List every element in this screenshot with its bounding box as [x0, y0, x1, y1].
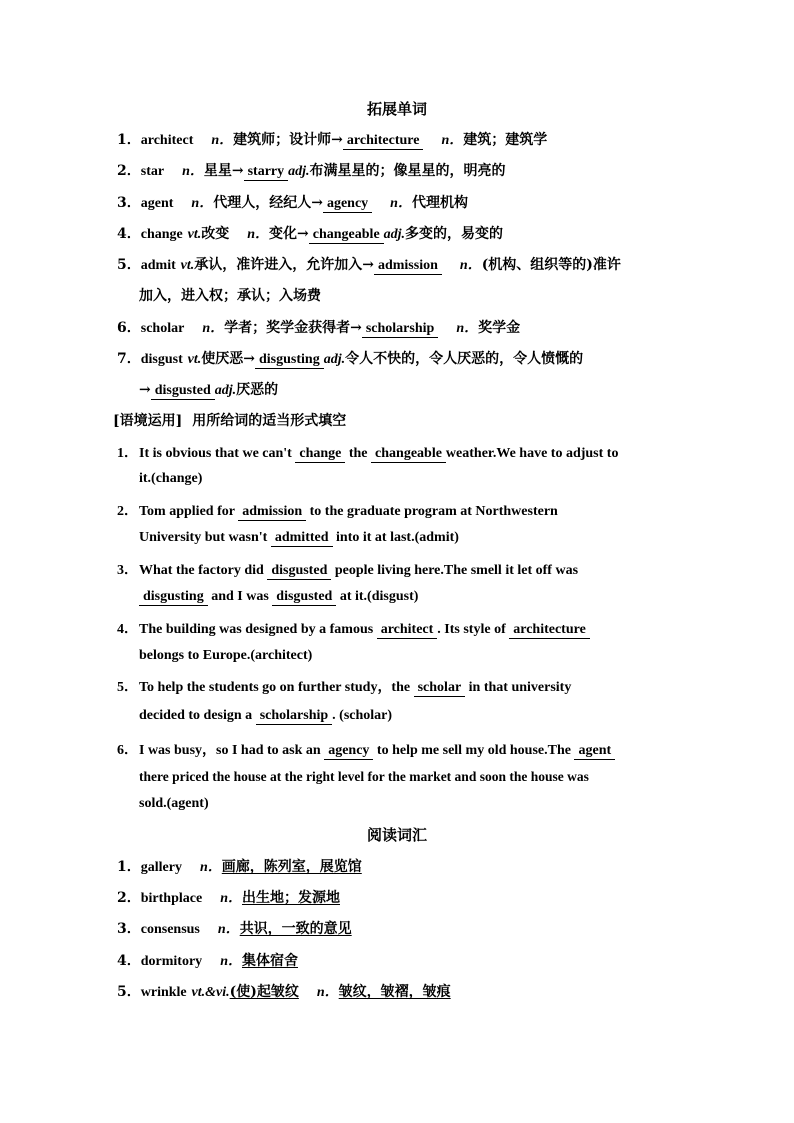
answer-blank: architecture [509, 622, 590, 639]
answer-blank: scholarship [256, 708, 332, 725]
answer-blank: architecture [343, 133, 424, 150]
vocab-item-1: 1．architect n．建筑师；设计师→ architecture n．建筑；建筑学 [117, 132, 548, 148]
context-instruction: 用所给词的适当形式填空 [192, 413, 347, 429]
answer-blank: disgusting [255, 352, 324, 369]
exercise-2-continued: University but wasn't admitted into it at last.(admit) [139, 530, 459, 545]
reading-word: birthplace [140, 891, 203, 906]
vocab-item-2: 2．star n．星星→ starry adj.布满星星的；像星星的，明亮的 [117, 163, 506, 179]
exercise-4-continued: belongs to Europe.(architect) [139, 648, 313, 663]
reading-word: consensus [140, 922, 200, 937]
answer-blank: changeable [309, 227, 384, 244]
context-label: [语境运用] [113, 413, 183, 429]
answer-blank: admission [374, 258, 442, 275]
vocab-item-7: 7．disgust vt.使厌恶→ disgusting adj.令人不快的，令人厌恶的，令人愤慨的 [117, 351, 584, 367]
vocab-word: agent [140, 196, 174, 211]
answer-blank: disgusted [272, 589, 336, 606]
reading-item-4: 4．dormitory n．集体宿舍 [117, 953, 298, 969]
vocab-item-3: 3．agent n．代理人，经纪人→ agency n．代理机构 [117, 195, 468, 211]
exercise-5-continued: decided to design a scholarship . (scholar) [139, 708, 393, 723]
section-title-reading: 阅读词汇 [366, 826, 427, 844]
answer-blank: agency [323, 196, 372, 213]
vocab-item-6: 6．scholar n．学者；奖学金获得者→ scholarship n．奖学金 [117, 320, 521, 336]
answer-blank: 画廊，陈列室，展览馆 [221, 859, 362, 875]
answer-blank: 出生地；发源地 [242, 890, 340, 906]
section-title-expand: 拓展单词 [366, 100, 427, 118]
vocab-item-5: 5．admit vt.承认，准许进入，允许加入→ admission n．(机构、组织等的)准许 [117, 257, 621, 273]
context-usage-header [113, 410, 346, 430]
answer-blank: changeable [371, 446, 446, 463]
answer-blank: agency [324, 743, 373, 760]
vocab-word: star [140, 164, 165, 179]
exercise-3: 3．What the factory did disgusted people living here.The smell it let off was [117, 563, 579, 578]
answer-blank: disgusted [267, 563, 331, 580]
exercise-1: 1．It is obvious that we can't change the changeable weather.We have to adjust to [117, 446, 619, 461]
answer-blank: 共识，一致的意见 [239, 921, 352, 937]
vocab-item-7-continued: → disgusted adj.厌恶的 [139, 382, 279, 398]
reading-item-2: 2．birthplace n．出生地；发源地 [117, 890, 340, 906]
answer-blank: disgusted [151, 383, 215, 400]
answer-blank: admitted [271, 530, 333, 547]
answer-blank: change [295, 446, 345, 463]
reading-word: dormitory [140, 954, 203, 969]
answer-blank: scholar [414, 680, 466, 697]
answer-blank: admission [238, 504, 306, 521]
vocab-word: disgust [140, 352, 183, 367]
exercise-3-continued: disgusting and I was disgusted at it.(disgust) [139, 589, 418, 606]
vocab-word: scholar [140, 321, 185, 336]
reading-word: wrinkle [140, 985, 187, 1000]
answer-blank: agent [574, 743, 615, 760]
vocab-word: architect [140, 133, 194, 148]
exercise-1-continued: it.(change) [139, 471, 203, 486]
exercise-4: 4．The building was designed by a famous architect . Its style of architecture [117, 618, 590, 639]
answer-blank: scholarship [362, 321, 438, 338]
answer-blank: (使)起皱纹 [229, 984, 299, 1000]
exercise-6: 6．I was busy，so I had to ask an agency to help me sell my old house.The agent [117, 739, 615, 760]
vocab-item-4: 4．change vt.改变 n．变化→ changeable adj.多变的，易变的 [117, 226, 504, 242]
reading-item-5: 5．wrinkle vt.&vi.(使)起皱纹 n．皱纹，皱褶，皱痕 [117, 984, 451, 1000]
reading-word: gallery [140, 860, 182, 875]
exercise-2: 2．Tom applied for admission to the graduate program at Northwestern [117, 504, 558, 519]
reading-item-3: 3．consensus n．共识，一致的意见 [117, 921, 352, 937]
exercise-6-continued-2: sold.(agent) [139, 796, 209, 811]
answer-blank: disgusting [139, 589, 208, 606]
answer-blank: 集体宿舍 [241, 953, 298, 969]
reading-item-1: 1．gallery n．画廊，陈列室，展览馆 [117, 859, 362, 875]
answer-blank: starry [244, 164, 289, 181]
vocab-word: admit [140, 258, 176, 273]
answer-blank: architect [377, 622, 438, 639]
exercise-5: 5．To help the students go on further study，the scholar in that university [117, 680, 572, 695]
vocab-item-5-continued: 加入，进入权；承认；入场费 [139, 288, 321, 304]
vocab-word: change [140, 227, 183, 242]
answer-blank: 皱纹，皱褶，皱痕 [338, 984, 451, 1000]
exercise-6-continued: there priced the house at the right level for the market and soon the house was [139, 769, 589, 784]
